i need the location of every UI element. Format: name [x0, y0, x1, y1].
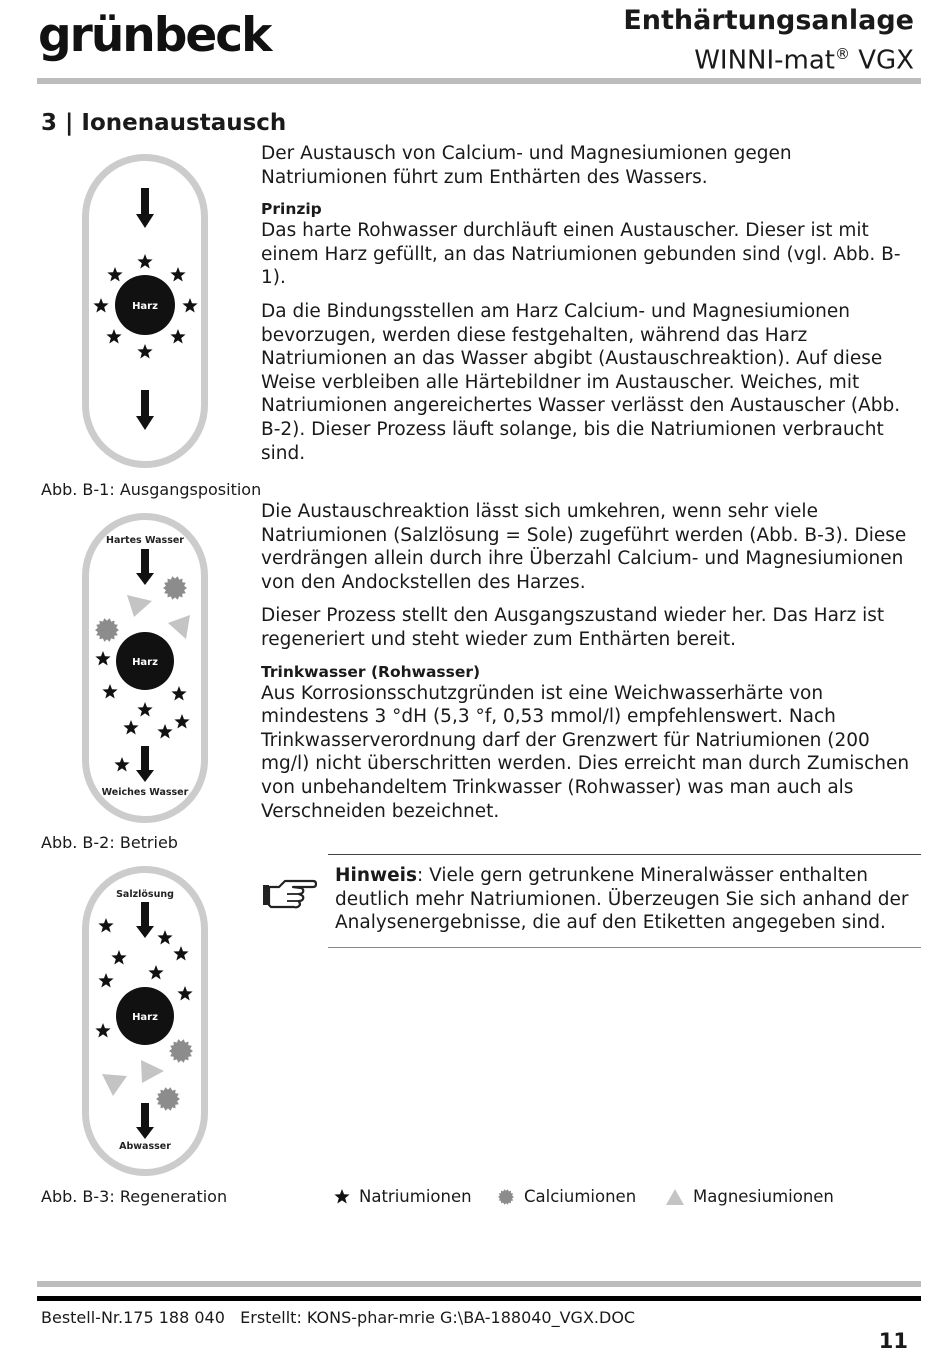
- footer-rule-black: [37, 1296, 921, 1301]
- principle-paragraph-2: Da die Bindungsstellen am Harz Calcium- und Magnesiumionen bevorzugen, werden diese festgehalten, während das Harz Natriumionen an das Wasser abgibt (Austauschreaktion). Auf diese Weise verbleiben alle Härtebildner im Austauscher. Weiches, mit Natriumionen angereichertes Wasser verlässt den Austauscher (Abb. B-2). Dieser Prozess läuft solange, bis die Natriumionen verbraucht sind.: [261, 300, 901, 464]
- outlet-label: Weiches Wasser: [101, 787, 189, 798]
- reverse-paragraph-1: Die Austauschreaktion lässt sich umkehren, wenn sehr viele Natriumionen (Salzlösung = Sole) zugeführt werden (Abb. B-3). Diese verdrängen allein durch ihre Überzahl Calcium- und Magnesiumionen von den Andockstellen des Harzes.: [261, 501, 907, 593]
- resin-label: Harz: [132, 657, 158, 668]
- burst-icon: [496, 1187, 516, 1207]
- product-name-model: VGX: [849, 45, 914, 76]
- legend-calcium-label: Calciumionen: [524, 1187, 637, 1206]
- legend-magnesium-label: Magnesiumionen: [693, 1187, 834, 1206]
- resin-label: Harz: [132, 301, 158, 312]
- footer-rule-grey: [37, 1281, 921, 1287]
- hint-label: Hinweis: [335, 865, 417, 886]
- figure-b3-exchanger: [82, 866, 208, 1176]
- header-rule: [37, 78, 921, 84]
- section-title: 3 | Ionenaustausch: [41, 110, 287, 136]
- resin-label: Harz: [132, 1012, 158, 1023]
- inlet-label: Salzlösung: [116, 889, 174, 900]
- legend-sodium: [333, 1186, 472, 1208]
- figure-b1-exchanger: [82, 154, 208, 468]
- star-icon: [333, 1188, 351, 1206]
- footer-order-info: Bestell-Nr.175 188 040 Erstellt: KONS-phar-mrie G:\BA-188040_VGX.DOC: [41, 1308, 636, 1327]
- document-title: [623, 4, 914, 77]
- sodium-ion: [334, 1189, 349, 1204]
- product-name-main: WINNI-mat: [694, 45, 835, 76]
- principle-heading: Prinzip: [261, 200, 322, 219]
- triangle-icon: [665, 1187, 685, 1207]
- product-category: Enthärtungsanlage: [623, 5, 914, 36]
- drinking-water-paragraph: Aus Korrosionsschutzgründen ist eine Weichwasserhärte von mindestens 3 °dH (5,3 °f, 0,53 mmol/l) empfehlenswert. Nach Trinkwasserverordnung darf der Grenzwert für Natriumionen (200 mg/l) nicht überschritten werden. Dies erreicht man durch Zumischen von unbehandeltem Trinkwasser (Rohwasser) was man auch als Verschneiden bezeichnet.: [261, 682, 910, 822]
- registered-mark: ®: [834, 45, 850, 63]
- intro-paragraph: Der Austausch von Calcium- und Magnesiumionen gegen Natriumionen führt zum Enthärten des Wassers.: [261, 143, 792, 188]
- figure-b1-caption: Abb. B-1: Ausgangsposition: [41, 480, 262, 499]
- pointing-hand-icon: [261, 877, 317, 911]
- hint-text: [335, 864, 915, 935]
- figure-b3-caption: Abb. B-3: Regeneration: [41, 1187, 228, 1206]
- regeneration-block: [261, 500, 921, 823]
- inlet-label: Hartes Wasser: [106, 535, 184, 546]
- page-number: 11: [878, 1329, 908, 1353]
- outlet-label: Abwasser: [119, 1141, 171, 1152]
- product-name: [623, 38, 914, 77]
- gruenbeck-logo: grünbeck: [38, 8, 271, 63]
- principle-paragraph-1: Das harte Rohwasser durchläuft einen Austauscher. Dieser ist mit einem Harz gefüllt, an das Natriumionen gebunden sind (vgl. Abb. B-1).: [261, 220, 901, 289]
- drinking-water-heading: Trinkwasser (Rohwasser): [261, 662, 481, 681]
- legend-sodium-label: Natriumionen: [359, 1187, 472, 1206]
- figure-b2-exchanger: [82, 513, 208, 823]
- legend-calcium: [496, 1186, 636, 1208]
- hint-body: : Viele gern getrunkene Mineralwässer enthalten deutlich mehr Natriumionen. Überzeugen Sie sich anhand der Analysenergebnisse, die auf den Etiketten angegeben sind.: [335, 865, 909, 934]
- intro-block: [261, 142, 921, 465]
- reverse-paragraph-2: Dieser Prozess stellt den Ausgangszustand wieder her. Das Harz ist regeneriert und steht wieder zum Enthärten bereit.: [261, 605, 885, 650]
- legend-magnesium: [665, 1186, 834, 1208]
- figure-b2-caption: Abb. B-2: Betrieb: [41, 833, 178, 852]
- calcium-ion: [498, 1189, 514, 1205]
